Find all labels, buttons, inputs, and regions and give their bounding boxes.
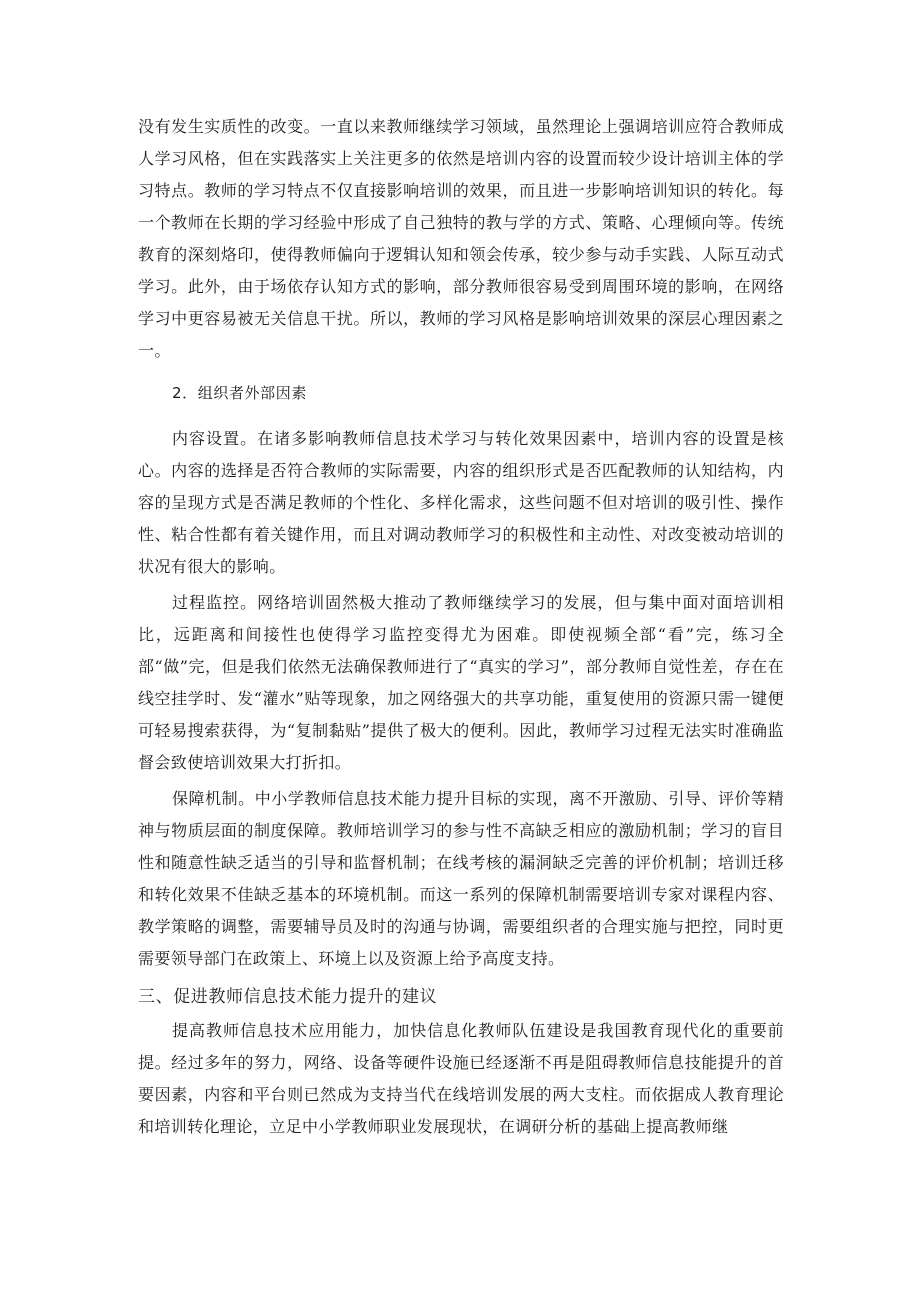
paragraph-content-setting: 内容设置。在诸多影响教师信息技术学习与转化效果因素中，培训内容的设置是核心。内容的选择是否符合教师的实际需要，内容的组织形式是否匹配教师的认知结构，内容的呈现方式是否满足教师的个性化、多样化需求，这些问题不但对培训的吸引性、操作性、粘合性都有着关键作用，而且对调动教师学习的积极性和主动性、对改变被动培训的状况有很大的影响。	[138, 429, 784, 576]
paragraph-support-mechanism: 保障机制。中小学教师信息技术能力提升目标的实现，离不开激励、引导、评价等精神与物质层面的制度保障。教师培训学习的参与性不高缺乏相应的激励机制；学习的盲目性和随意性缺乏适当的引导和监督机制；在线考核的漏洞缺乏完善的评价机制；培训迁移和转化效果不佳缺乏基本的环境机制。而这一系列的保障机制需要培训专家对课程内容、教学策略的调整，需要辅导员及时的沟通与协调，需要组织者的合理实施与把控，同时更需要领导部门在政策上、环境上以及资源上给予高度支持。	[138, 789, 784, 968]
continuation-paragraph: 没有发生实质性的改变。一直以来教师继续学习领域，虽然理论上强调培训应符合教师成人学习风格，但在实践落实上关注更多的依然是培训内容的设置而较少设计培训主体的学习特点。教师的学习特点不仅直接影响培训的效果，而且进一步影响培训知识的转化。每一个教师在长期的学习经验中形成了自己独特的教与学的方式、策略、心理倾向等。传统教育的深刻烙印，使得教师偏向于逻辑认知和领会传承，较少参与动手实践、人际互动式学习。此外，由于场依存认知方式的影响，部分教师很容易受到周围环境的影响，在网络学习中更容易被无关信息干扰。所以，教师的学习风格是影响培训效果的深层心理因素之一。	[138, 117, 784, 360]
document-body	[138, 111, 784, 1143]
paragraph-recommendations-intro: 提高教师信息技术应用能力，加快信息化教师队伍建设是我国教育现代化的重要前提。经过多年的努力，网络、设备等硬件设施已经逐渐不再是阻碍教师信息技能提升的首要因素，内容和平台则已然成为支持当代在线培训发展的两大支柱。而依据成人教育理论和培训转化理论，立足中小学教师职业发展现状，在调研分析的基础上提高教师继	[138, 1021, 784, 1136]
section-heading-recommendations: 三、促进教师信息技术能力提升的建议	[138, 987, 438, 1007]
paragraph-process-monitoring: 过程监控。网络培训固然极大推动了教师继续学习的发展，但与集中面对面培训相比，远距离和间接性也使得学习监控变得尤为困难。即使视频全部“看”完，练习全部“做”完，但是我们依然无法确保教师进行了“真实的学习”，部分教师自觉性差，存在在线空挂学时、发“灌水”贴等现象，加之网络强大的共享功能，重复使用的资源只需一键便可轻易搜索获得，为“复制黏贴”提供了极大的便利。因此，教师学习过程无法实时准确监督会致使培训效果大打折扣。	[138, 593, 784, 772]
subheading-organizer-external-factors: 2．组织者外部因素	[172, 384, 307, 402]
